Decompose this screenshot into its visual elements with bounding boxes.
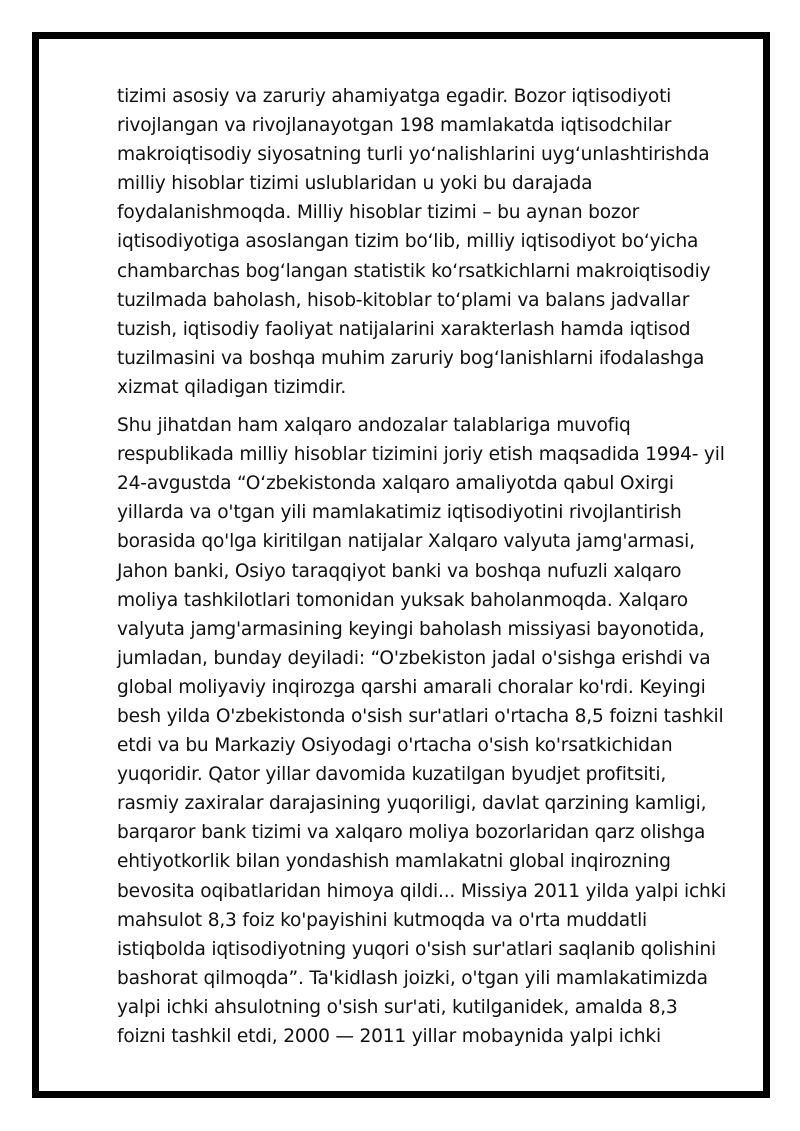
paragraph-1 <box>117 82 711 402</box>
text-line: mahsulot 8,3 foiz ko'payishini kutmoqda va o'rta muddatli <box>117 909 648 931</box>
document-body <box>117 82 727 1060</box>
text-line: foydalanishmoqda. Milliy hisoblar tizimi – bu aynan bozor <box>117 202 640 224</box>
text-line: xizmat qiladigan tizimdir. <box>117 376 347 398</box>
text-line: yuqoridir. Qator yillar davomida kuzatilgan byudjet profitsiti, <box>117 764 667 786</box>
text-line: respublikada milliy hisoblar tizimini joriy etish maqsadida 1994- yil <box>117 444 725 466</box>
text-line: 24-avgustda “O‘zbekistonda xalqaro amaliyotda qabul Oxirgi <box>117 473 674 495</box>
text-line: tuzish, iqtisodiy faoliyat natijalarini xarakterlash hamda iqtisod <box>117 318 691 340</box>
text-line: yillarda va o'tgan yili mamlakatimiz iqtisodiyotini rivojlantirish <box>117 502 682 524</box>
text-line: besh yilda O'zbekistonda o'sish sur'atlari o'rtacha 8,5 foizni tashkil <box>117 705 724 727</box>
text-line: borasida qo'lga kiritilgan natijalar Xalqaro valyuta jamg'armasi, <box>117 531 695 553</box>
text-line: foizni tashkil etdi, 2000 — 2011 yillar mobaynida yalpi ichki <box>117 1026 661 1047</box>
text-line: chambarchas bog‘langan statistik ko‘rsatkichlarni makroiqtisodiy <box>117 260 711 282</box>
text-line: bashorat qilmoqda”. Ta'kidlash joizki, o'tgan yili mamlakatimizda <box>117 967 708 989</box>
text-line: ehtiyotkorlik bilan yondashish mamlakatni global inqirozning <box>117 851 671 873</box>
page-frame <box>32 32 770 1098</box>
text-line: rasmiy zaxiralar darajasining yuqoriligi, davlat qarzining kamligi, <box>117 793 707 815</box>
paragraph-2 <box>117 411 727 1051</box>
text-line: tizimi asosiy va zaruriy ahamiyatga egadir. Bozor iqtisodiyoti <box>117 86 672 107</box>
text-line: Jahon banki, Osiyo taraqqiyot banki va boshqa nufuzli xalqaro <box>117 560 682 582</box>
text-line: valyuta jamg'armasining keyingi baholash missiyasi bayonotida, <box>117 618 705 640</box>
text-line: rivojlangan va rivojlanayotgan 198 mamlakatda iqtisodchilar <box>117 115 672 137</box>
text-line: tuzilmasini va boshqa muhim zaruriy bog‘lanishlarni ifodalashga <box>117 347 705 369</box>
text-line: jumladan, bunday deyiladi: “O'zbekiston jadal o'sishga erishdi va <box>117 647 711 669</box>
text-line: etdi va bu Markaziy Osiyodagi o'rtacha o'sish ko'rsatkichidan <box>117 735 673 757</box>
text-line: moliya tashkilotlari tomonidan yuksak baholanmoqda. Xalqaro <box>117 589 688 611</box>
text-line: makroiqtisodiy siyosatning turli yo‘nalishlarini uyg‘unlashtirishda <box>117 144 710 166</box>
text-line: barqaror bank tizimi va xalqaro moliya bozorlaridan qarz olishga <box>117 822 706 844</box>
text-line: istiqbolda iqtisodiyotning yuqori o'sish sur'atlari saqlanib qolishini <box>117 938 716 960</box>
text-line: iqtisodiyotiga asoslangan tizim bo‘lib, milliy iqtisodiyot bo‘yicha <box>117 231 699 253</box>
text-line: milliy hisoblar tizimi uslublaridan u yoki bu darajada <box>117 173 593 195</box>
text-line: Shu jihatdan ham xalqaro andozalar talablariga muvofiq <box>117 415 631 437</box>
text-line: bevosita oqibatlaridan himoya qildi... Missiya 2011 yilda yalpi ichki <box>117 880 727 902</box>
text-line: tuzilmada baholash, hisob-kitoblar to‘plami va balans jadvallar <box>117 289 690 311</box>
text-line: global moliyaviy inqirozga qarshi amarali choralar ko'rdi. Keyingi <box>117 676 706 698</box>
text-line: yalpi ichki ahsulotning o'sish sur'ati, kutilganidek, amalda 8,3 <box>117 996 678 1018</box>
